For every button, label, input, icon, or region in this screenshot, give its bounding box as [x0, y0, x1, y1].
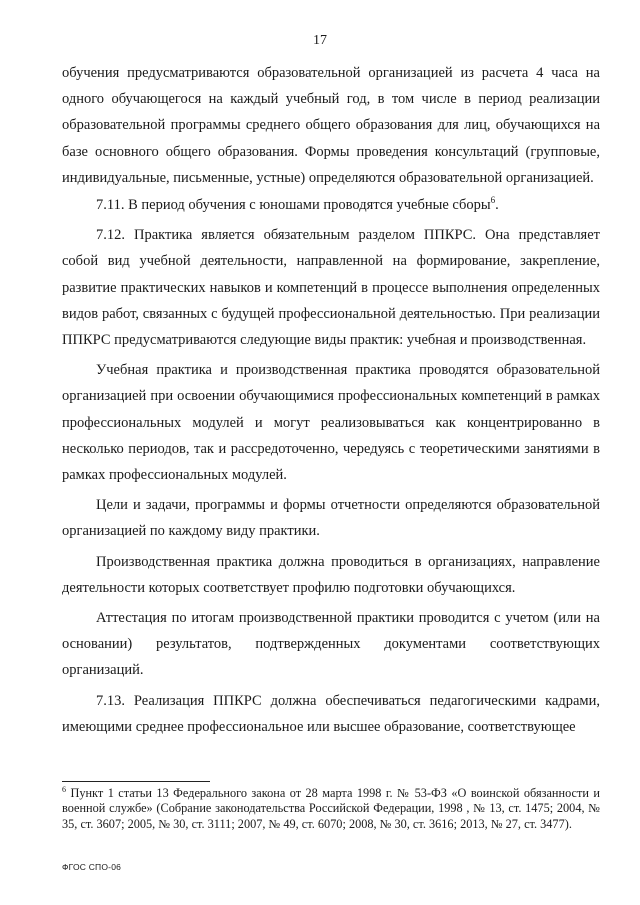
footnote-text: Пункт 1 статьи 13 Федерального закона от 28 марта 1998 г. № 53-ФЗ «О воинской обязанности и военной службе» (Собрание законодательства Российской Федерации, 1998 , № 13, ст. 1475; 2004, № 35, ст. 3607; 2005, № 30, ст. 3111; 2007, № 49, ст. 6070; 2008, № 30, ст. 3616; 2013, № 27, ст. 3477).: [62, 786, 600, 831]
paragraph-consultations: обучения предусматриваются образовательной организацией из расчета 4 часа на одного обучающегося на каждый учебный год, в том числе в период реализации образовательной программы среднего общего образования для лиц, обучающихся на базе основного общего образования. Формы проведения консультаций (групповые, индивидуальные, письменные, устные) определяются образовательной организацией.: [62, 65, 600, 186]
paragraph-practice-goals: Цели и задачи, программы и формы отчетности определяются образовательной организацией по каждому виду практики.: [62, 497, 600, 540]
footnote-marker: 6: [62, 784, 66, 794]
paragraph-industrial-practice: Производственная практика должна проводиться в организациях, направление деятельности которых соответствует профилю подготовки обучающихся.: [62, 553, 600, 596]
paragraph-7-11-text: 7.11. В период обучения с юношами проводятся учебные сборы: [96, 197, 491, 214]
footnote-reference: 6: [490, 195, 496, 206]
paragraph-7-11: 7.11. В период обучения с юношами проводятся учебные сборы$^6$.: [96, 195, 499, 214]
paragraph-7-13: 7.13. Реализация ППКРС должна обеспечиваться педагогическими кадрами, имеющими среднее профессиональное или высшее образование, соответствующее: [62, 692, 600, 735]
paragraph-7-12: 7.12. Практика является обязательным разделом ППКРС. Она представляет собой вид учебной деятельности, направленной на формирование, закрепление, развитие практических навыков и компетенций в процессе выполнения определенных видов работ, связанных с будущей профессиональной деятельностью. При реализации ППКРС предусматриваются следующие виды практик: учебная и производственная.: [62, 227, 600, 349]
document-code: ФГОС СПО-06: [62, 862, 122, 872]
footnote: [62, 786, 600, 832]
paragraph-training-practice: Учебная практика и производственная практика проводятся образовательной организацией при освоении обучающимися профессиональных компетенций в рамках профессиональных модулей и могут реализовываться как концентрированно в несколько периодов, так и рассредоточенно, чередуясь с теоретическими занятиями в рамках профессиональных модулей.: [62, 362, 600, 484]
document-body: [62, 60, 600, 740]
paragraph-attestation: Аттестация по итогам производственной практики проводится с учетом (или на основании) результатов, подтвержденных документами соответствующих организаций.: [62, 610, 600, 679]
footnote-divider: [62, 781, 210, 782]
page-number: 17: [313, 33, 327, 48]
